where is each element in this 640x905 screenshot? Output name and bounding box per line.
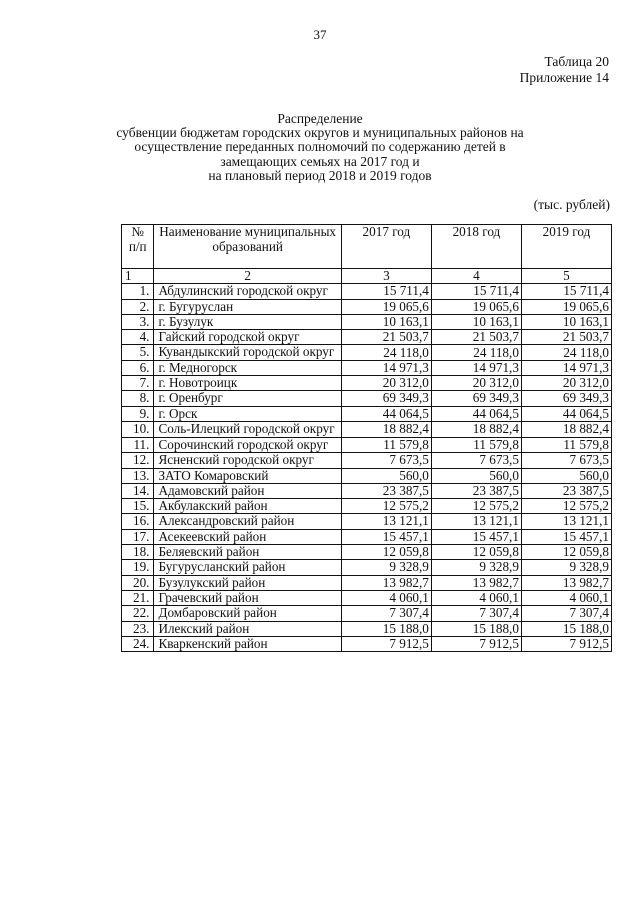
table-row	[122, 406, 612, 421]
value-2017: 19 065,6	[341, 299, 431, 314]
value-2018: 69 349,3	[431, 391, 521, 406]
table-number: Таблица 20	[544, 54, 609, 69]
table-row	[122, 575, 612, 590]
value-2017: 13 121,1	[341, 514, 431, 529]
table-row	[122, 499, 612, 514]
value-2019: 15 711,4	[521, 284, 611, 300]
value-2017: 9 328,9	[341, 560, 431, 575]
value-2018: 560,0	[431, 468, 521, 483]
column-numbers-row	[122, 269, 612, 284]
value-2017: 18 882,4	[341, 422, 431, 438]
table-row	[122, 483, 612, 498]
row-number: 23.	[122, 621, 154, 636]
value-2017: 10 163,1	[341, 314, 431, 329]
row-number: 9.	[122, 406, 154, 421]
title-line: субвенции бюджетам городских округов и муниципальных районов на	[116, 125, 524, 141]
municipality-name: Гайский городской округ	[154, 330, 341, 345]
value-2019: 12 059,8	[521, 545, 611, 560]
municipality-name: Акбулакский район	[154, 499, 341, 514]
value-2019: 12 575,2	[521, 499, 611, 514]
value-2018: 13 982,7	[431, 575, 521, 590]
table-row	[122, 560, 612, 575]
value-2018: 15 457,1	[431, 529, 521, 544]
row-number: 21.	[122, 590, 154, 605]
budget-table	[121, 224, 612, 652]
value-2018: 9 328,9	[431, 560, 521, 575]
row-number: 17.	[122, 529, 154, 544]
value-2019: 7 673,5	[521, 453, 611, 469]
value-2019: 10 163,1	[521, 314, 611, 329]
row-number: 18.	[122, 545, 154, 560]
appendix-number: Приложение 14	[519, 70, 609, 85]
value-2018: 12 059,8	[431, 545, 521, 560]
column-number: 5	[521, 269, 611, 284]
table-row	[122, 621, 612, 636]
value-2019: 11 579,8	[521, 437, 611, 453]
value-2019: 13 982,7	[521, 575, 611, 590]
table-row	[122, 376, 612, 391]
value-2017: 7 912,5	[341, 636, 431, 651]
row-number: 7.	[122, 376, 154, 391]
row-number: 2.	[122, 299, 154, 314]
value-2018: 7 912,5	[431, 636, 521, 651]
value-2018: 7 307,4	[431, 606, 521, 621]
title-line: Распределение	[277, 111, 363, 126]
row-number: 8.	[122, 391, 154, 406]
value-2017: 12 575,2	[341, 499, 431, 514]
table-row	[122, 284, 612, 300]
municipality-name: г. Медногорск	[154, 360, 341, 375]
value-2019: 44 064,5	[521, 406, 611, 421]
value-2017: 69 349,3	[341, 391, 431, 406]
value-2017: 11 579,8	[341, 437, 431, 453]
header-2019: 2019 год	[521, 225, 611, 269]
municipality-name: Абдулинский городской округ	[154, 284, 341, 300]
value-2019: 14 971,3	[521, 360, 611, 375]
municipality-name: Кувандыкский городской округ	[154, 345, 341, 361]
table-row	[122, 606, 612, 621]
value-2018: 24 118,0	[431, 345, 521, 361]
municipality-name: Бузулукский район	[154, 575, 341, 590]
value-2017: 14 971,3	[341, 360, 431, 375]
table-row	[122, 590, 612, 605]
value-2018: 10 163,1	[431, 314, 521, 329]
municipality-name: Асекеевский район	[154, 529, 341, 544]
row-number: 19.	[122, 560, 154, 575]
municipality-name: Александровский район	[154, 514, 341, 529]
value-2019: 560,0	[521, 468, 611, 483]
table-row	[122, 453, 612, 469]
row-number: 14.	[122, 483, 154, 498]
page-number: 37	[313, 27, 327, 42]
row-number: 12.	[122, 453, 154, 469]
row-number: 24.	[122, 636, 154, 651]
municipality-name: Кваркенский район	[154, 636, 341, 651]
value-2018: 15 711,4	[431, 284, 521, 300]
municipality-name: Беляевский район	[154, 545, 341, 560]
row-number: 22.	[122, 606, 154, 621]
value-2017: 21 503,7	[341, 330, 431, 345]
table-body	[122, 284, 612, 652]
value-2019: 69 349,3	[521, 391, 611, 406]
value-2019: 7 912,5	[521, 636, 611, 651]
table-row	[122, 391, 612, 406]
value-2017: 20 312,0	[341, 376, 431, 391]
municipality-name: г. Новотроицк	[154, 376, 341, 391]
header-row	[122, 225, 612, 269]
value-2018: 15 188,0	[431, 621, 521, 636]
municipality-name: ЗАТО Комаровский	[154, 468, 341, 483]
table-row	[122, 514, 612, 529]
municipality-name: г. Орск	[154, 406, 341, 421]
table-row	[122, 422, 612, 438]
value-2019: 21 503,7	[521, 330, 611, 345]
value-2018: 7 673,5	[431, 453, 521, 469]
table-row	[122, 360, 612, 375]
value-2019: 7 307,4	[521, 606, 611, 621]
header-name: Наименование муниципальных образований	[154, 225, 341, 269]
value-2019: 19 065,6	[521, 299, 611, 314]
value-2019: 18 882,4	[521, 422, 611, 438]
row-number: 15.	[122, 499, 154, 514]
table-row	[122, 299, 612, 314]
value-2017: 4 060,1	[341, 590, 431, 605]
value-2019: 15 457,1	[521, 529, 611, 544]
row-number: 16.	[122, 514, 154, 529]
row-number: 10.	[122, 422, 154, 438]
table-row	[122, 545, 612, 560]
value-2018: 14 971,3	[431, 360, 521, 375]
table-row	[122, 529, 612, 544]
value-2017: 24 118,0	[341, 345, 431, 361]
value-2018: 23 387,5	[431, 483, 521, 498]
value-2019: 9 328,9	[521, 560, 611, 575]
row-number: 5.	[122, 345, 154, 361]
units-note: (тыс. рублей)	[533, 197, 610, 212]
value-2018: 21 503,7	[431, 330, 521, 345]
value-2017: 12 059,8	[341, 545, 431, 560]
document-title	[100, 112, 540, 183]
municipality-name: Ясненский городской округ	[154, 453, 341, 469]
table-row	[122, 468, 612, 483]
table-row	[122, 314, 612, 329]
value-2017: 44 064,5	[341, 406, 431, 421]
value-2017: 15 711,4	[341, 284, 431, 300]
value-2017: 7 673,5	[341, 453, 431, 469]
municipality-name: г. Бузулук	[154, 314, 341, 329]
municipality-name: Грачевский район	[154, 590, 341, 605]
row-number: 11.	[122, 437, 154, 453]
header-num: № п/п	[122, 225, 154, 269]
value-2018: 18 882,4	[431, 422, 521, 438]
table-row	[122, 345, 612, 361]
table-row	[122, 636, 612, 651]
value-2018: 4 060,1	[431, 590, 521, 605]
municipality-name: Бугурусланский район	[154, 560, 341, 575]
title-line: замещающих семьях на 2017 год и	[220, 153, 420, 169]
title-line: на плановый период 2018 и 2019 годов	[208, 167, 432, 183]
municipality-name: г. Бугуруслан	[154, 299, 341, 314]
value-2018: 12 575,2	[431, 499, 521, 514]
column-number: 2	[154, 269, 341, 284]
value-2017: 23 387,5	[341, 483, 431, 498]
header-2018: 2018 год	[431, 225, 521, 269]
value-2019: 13 121,1	[521, 514, 611, 529]
value-2018: 11 579,8	[431, 437, 521, 453]
row-number: 13.	[122, 468, 154, 483]
column-number: 3	[341, 269, 431, 284]
value-2019: 23 387,5	[521, 483, 611, 498]
column-number: 4	[431, 269, 521, 284]
row-number: 20.	[122, 575, 154, 590]
value-2019: 15 188,0	[521, 621, 611, 636]
value-2017: 15 457,1	[341, 529, 431, 544]
value-2017: 560,0	[341, 468, 431, 483]
municipality-name: Домбаровский район	[154, 606, 341, 621]
value-2019: 4 060,1	[521, 590, 611, 605]
value-2018: 20 312,0	[431, 376, 521, 391]
title-line: осуществление переданных полномочий по содержанию детей в	[134, 139, 506, 155]
value-2017: 7 307,4	[341, 606, 431, 621]
value-2018: 19 065,6	[431, 299, 521, 314]
municipality-name: Сорочинский городской округ	[154, 437, 341, 453]
municipality-name: Соль-Илецкий городской округ	[154, 422, 341, 438]
column-number: 1	[122, 269, 154, 284]
header-2017: 2017 год	[341, 225, 431, 269]
municipality-name: Адамовский район	[154, 483, 341, 498]
row-number: 4.	[122, 330, 154, 345]
row-number: 3.	[122, 314, 154, 329]
row-number: 6.	[122, 360, 154, 375]
value-2017: 13 982,7	[341, 575, 431, 590]
table-row	[122, 330, 612, 345]
table-label	[520, 54, 609, 86]
value-2018: 13 121,1	[431, 514, 521, 529]
value-2018: 44 064,5	[431, 406, 521, 421]
value-2019: 24 118,0	[521, 345, 611, 361]
row-number: 1.	[122, 284, 154, 300]
table-row	[122, 437, 612, 453]
value-2019: 20 312,0	[521, 376, 611, 391]
municipality-name: г. Оренбург	[154, 391, 341, 406]
municipality-name: Илекский район	[154, 621, 341, 636]
value-2017: 15 188,0	[341, 621, 431, 636]
